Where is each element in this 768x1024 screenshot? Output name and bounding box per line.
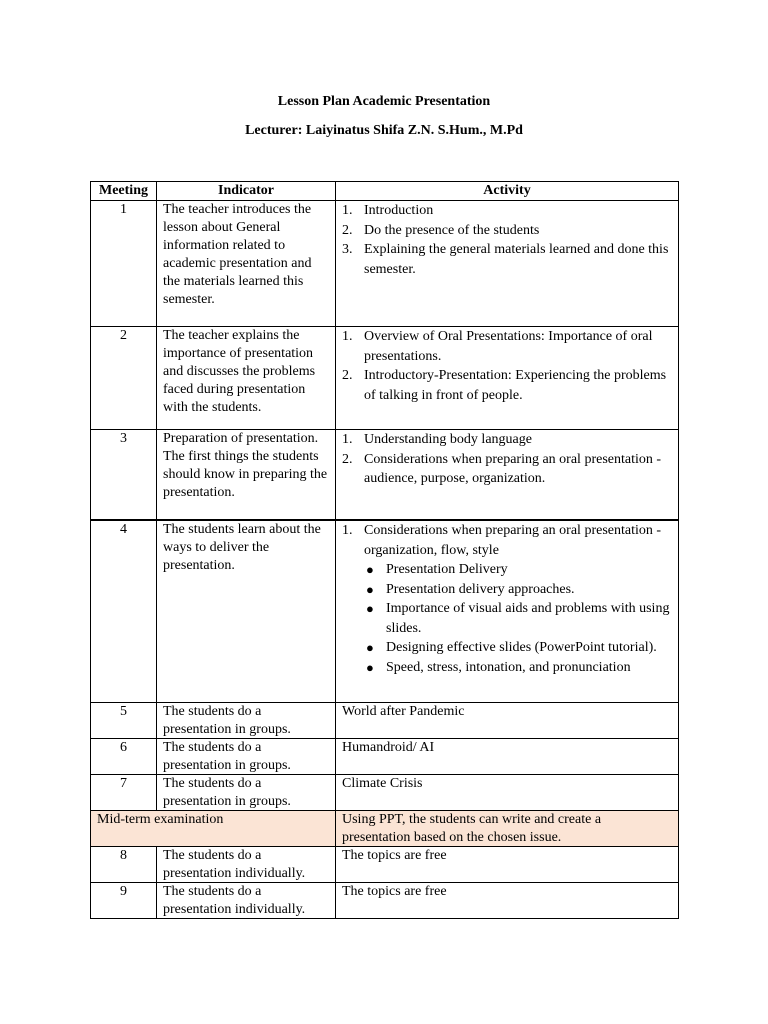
table-row: [91, 882, 679, 918]
activity-item-number: 2.: [342, 222, 353, 238]
indicator-text: The students do a presentation in groups.: [163, 703, 291, 737]
bullet-text: Presentation delivery approaches.: [386, 581, 575, 597]
activity-item: [342, 430, 672, 450]
activity-item-number: 1.: [342, 432, 353, 447]
indicator-cell: [157, 430, 336, 521]
table-row: [91, 520, 679, 702]
activity-cell: [336, 430, 679, 521]
midterm-row: [91, 810, 679, 846]
indicator-cell: [157, 846, 336, 882]
table-row: [91, 846, 679, 882]
activity-item-number: 1.: [342, 523, 353, 538]
bullet-dot-icon: ●: [366, 601, 374, 616]
meeting-number: 9: [91, 882, 157, 918]
activity-item-text: Understanding body language: [364, 432, 532, 447]
activity-cell: [336, 520, 679, 702]
indicator-text: The students do a presentation individually.: [163, 847, 306, 881]
indicator-cell: [157, 774, 336, 810]
meeting-number: 7: [91, 774, 157, 810]
bullet-text: Designing effective slides (PowerPoint tutorial).: [386, 640, 657, 655]
table-row: [91, 430, 679, 521]
table-header-row: [91, 182, 679, 201]
bullet-item: [364, 580, 672, 600]
activity-cell: The topics are free: [336, 882, 679, 918]
indicator-cell: The teacher introduces the lesson about General information related to academic presentation and the materials learned this semester.: [157, 201, 336, 327]
bullet-text: Speed, stress, intonation, and pronunciation: [386, 659, 631, 675]
header-activity: Activity: [336, 182, 679, 201]
activity-item: [342, 450, 672, 489]
indicator-cell: [157, 738, 336, 774]
indicator-text: The students do a presentation individually.: [163, 883, 306, 917]
meeting-number: 3: [91, 430, 157, 521]
indicator-cell: [157, 702, 336, 738]
activity-cell: The topics are free: [336, 846, 679, 882]
meeting-number: 2: [91, 327, 157, 430]
lesson-plan-table: [90, 181, 679, 919]
activity-item-number: 2.: [342, 451, 353, 467]
bullet-dot-icon: ●: [366, 659, 374, 675]
activity-item: [342, 240, 672, 279]
activity-item: [342, 521, 672, 677]
activity-item-number: 3.: [342, 242, 353, 257]
bullet-item: [364, 560, 672, 580]
bullet-dot-icon: ●: [366, 562, 374, 577]
indicator-cell: The students learn about the ways to deliver the presentation.: [157, 520, 336, 702]
table-row: [91, 702, 679, 738]
midterm-label: Mid-term examination: [91, 810, 336, 846]
activity-cell: [336, 327, 679, 430]
table-row: [91, 774, 679, 810]
indicator-text: The students do a presentation in groups.: [163, 775, 291, 809]
meeting-number: 5: [91, 702, 157, 738]
activity-item-text: Introduction: [364, 203, 434, 218]
activity-item-text: Introductory-Presentation: Experiencing the problems of talking in front of people.: [364, 368, 667, 403]
bullet-item: [364, 638, 672, 658]
activity-item: [342, 201, 672, 221]
table-row: [91, 201, 679, 327]
bullet-text: Importance of visual aids and problems with using slides.: [386, 601, 670, 636]
indicator-cell: [157, 882, 336, 918]
meeting-number: 6: [91, 738, 157, 774]
midterm-activity: [336, 810, 679, 846]
bullet-item: [364, 599, 672, 638]
bullet-dot-icon: ●: [366, 581, 374, 597]
bullet-text: Presentation Delivery: [386, 562, 508, 577]
table-row: [91, 327, 679, 430]
indicator-text: Preparation of presentation. The first things the students should know in preparing the presentation.: [163, 431, 328, 500]
header-meeting: Meeting: [91, 182, 157, 201]
meeting-number: 1: [91, 201, 157, 327]
midterm-activity-text: Using PPT, the students can write and create a presentation based on the chosen issue.: [342, 811, 602, 845]
activity-item-number: 1.: [342, 203, 353, 218]
lecturer-line: Lecturer: Laiyinatus Shifa Z.N. S.Hum., M.Pd: [245, 123, 523, 138]
activity-item: [342, 221, 672, 241]
activity-item-text: Do the presence of the students: [364, 222, 540, 238]
activity-item-number: 2.: [342, 368, 353, 383]
header-indicator: Indicator: [157, 182, 336, 201]
activity-cell: [336, 201, 679, 327]
document-title: Lesson Plan Academic Presentation: [277, 94, 491, 109]
activity-item-text: Considerations when preparing an oral presentation - audience, purpose, organization.: [364, 451, 662, 486]
indicator-cell: The teacher explains the importance of presentation and discusses the problems faced during presentation with the students.: [157, 327, 336, 430]
bullet-item: [364, 658, 672, 678]
bullet-list: [364, 560, 672, 677]
meeting-number: 4: [91, 520, 157, 702]
activity-cell: Climate Crisis: [336, 774, 679, 810]
activity-item-text: Considerations when preparing an oral presentation - organization, flow, style: [364, 523, 662, 558]
activity-item-text: Overview of Oral Presentations: Importance of oral presentations.: [364, 329, 653, 364]
activity-item-text: Explaining the general materials learned and done this semester.: [364, 242, 669, 277]
activity-cell: World after Pandemic: [336, 702, 679, 738]
activity-item-number: 1.: [342, 329, 353, 344]
activity-cell: Humandroid/ AI: [336, 738, 679, 774]
indicator-text: The students do a presentation in groups.: [163, 739, 291, 773]
activity-item: [342, 366, 672, 405]
bullet-dot-icon: ●: [366, 640, 374, 655]
table-row: [91, 738, 679, 774]
activity-item: [342, 327, 672, 366]
meeting-number: 8: [91, 846, 157, 882]
